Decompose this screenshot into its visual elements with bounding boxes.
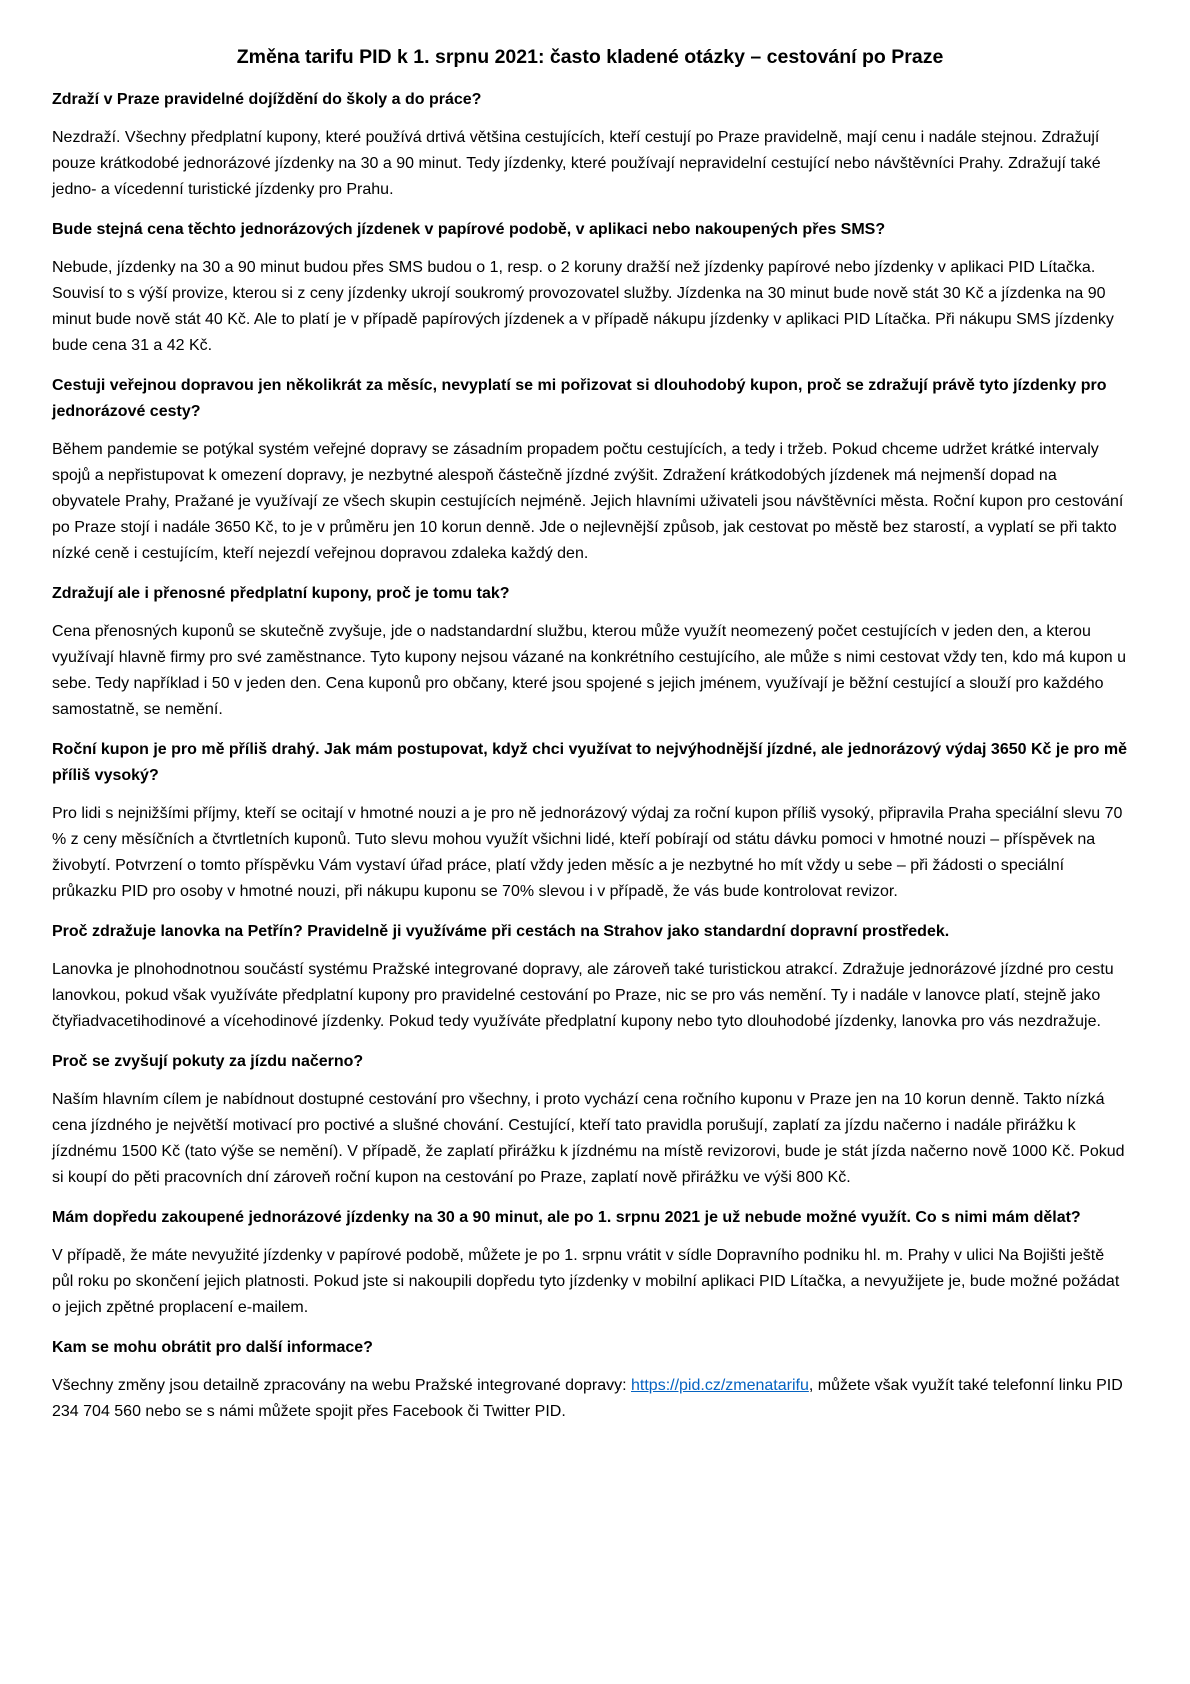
contact-text-after: , můžete však využít také telefonní linku PID 234 704 560 nebo se s námi můžete spojit přes Facebook či Twitter PID. [52,1377,1123,1421]
faq-item [52,581,1128,723]
faq-answer: V případě, že máte nevyužité jízdenky v papírové podobě, můžete je po 1. srpnu vrátit v sídle Dopravního podniku hl. m. Prahy v ulici Na Bojišti ještě půl roku po skončení jejich platnosti. Pokud jste si nakoupili dopředu tyto jízdenky v mobilní aplikaci PID Lítačka, a nevyužijete je, bude možné požádat o jejich zpětné proplacení e-mailem. [52,1247,1120,1317]
faq-answer [52,1373,1128,1425]
faq-question: Proč zdražuje lanovka na Petřín? Pravidelně ji využíváme při cestách na Strahov jako standardní dopravní prostředek. [52,923,950,941]
faq-question: Cestuji veřejnou dopravou jen několikrát za měsíc, nevyplatí se mi pořizovat si dlouhodobý kupon, proč se zdražují právě tyto jízdenky pro jednorázové cesty? [52,377,1107,421]
contact-text-before: Všechny změny jsou detailně zpracovány na webu Pražské integrované dopravy: [52,1377,631,1395]
faq-answer: Naším hlavním cílem je nabídnout dostupné cestování pro všechny, i proto vychází cena ročního kuponu v Praze jen na 10 korun denně. Takto nízká cena jízdného je největší motivací pro poctivé a slušné chování. Cestující, kteří tato pravidla porušují, zaplatí za jízdu načerno i nadále přirážku k jízdnému 1500 Kč (tato výše se nemění). V případě, že zaplatí přirážku k jízdnému na místě revizorovi, bude je stát jízda načerno nově 1000 Kč. Pokud si koupí do pěti pracovních dní zároveň roční kupon na cestování po Praze, zaplatí nově přirážku ve výši 800 Kč. [52,1091,1125,1187]
faq-question: Kam se mohu obrátit pro další informace? [52,1339,373,1357]
faq-question: Roční kupon je pro mě příliš drahý. Jak mám postupovat, když chci využívat to nejvýhodnější jízdné, ale jednorázový výdaj 3650 Kč je pro mě příliš vysoký? [52,741,1127,785]
faq-answer: Nezdraží. Všechny předplatní kupony, které používá drtivá většina cestujících, kteří cestují po Praze pravidelně, mají cenu i nadále stejnou. Zdražují pouze krátkodobé jednorázové jízdenky na 30 a 90 minut. Tedy jízdenky, které používají nepravidelní cestující nebo návštěvníci Prahy. Zdražují také jedno- a vícedenní turistické jízdenky pro Prahu. [52,129,1101,199]
faq-question: Mám dopředu zakoupené jednorázové jízdenky na 30 a 90 minut, ale po 1. srpnu 2021 je už nebude možné využít. Co s nimi mám dělat? [52,1209,1081,1227]
faq-answer: Nebude, jízdenky na 30 a 90 minut budou přes SMS budou o 1, resp. o 2 koruny dražší než jízdenky papírové nebo jízdenky v aplikaci PID Lítačka. Souvisí to s výší provize, kterou si z ceny jízdenky ukrojí soukromý provozovatel služby. Jízdenka na 30 minut bude nově stát 30 Kč a jízdenka na 90 minut bude nově stát 40 Kč. Ale to platí je v případě papírových jízdenek a v případě nákupu jízdenky v aplikaci PID Lítačka. Při nákupu SMS jízdenky bude cena 31 a 42 Kč. [52,259,1114,355]
faq-answer: Během pandemie se potýkal systém veřejné dopravy se zásadním propadem počtu cestujících, a tedy i tržeb. Pokud chceme udržet krátké intervaly spojů a nepřistupovat k omezení dopravy, je nezbytné alespoň částečně jízdné zvýšit. Zdražení krátkodobých jízdenek má nejmenší dopad na obyvatele Prahy, Pražané je využívají ze všech skupin cestujících nejméně. Jejich hlavními uživateli jsou návštěvníci města. Roční kupon pro cestování po Praze stojí i nadále 3650 Kč, to je v průměru jen 10 korun denně. Jde o nejlevnější způsob, jak cestovat po městě bez starostí, a vyplatí se při takto nízké ceně i cestujícím, kteří nejezdí veřejnou dopravou zdaleka každý den. [52,441,1124,563]
faq-answer: Pro lidi s nejnižšími příjmy, kteří se ocitají v hmotné nouzi a je pro ně jednorázový výdaj za roční kupon příliš vysoký, připravila Praha speciální slevu 70 % z ceny měsíčních a čtvrtletních kuponů. Tuto slevu mohou využít všichni lidé, kteří pobírají od státu dávku pomoci v hmotné nouzi – příspěvek na živobytí. Potvrzení o tomto příspěvku Vám vystaví úřad práce, platí vždy jeden měsíc a je nezbytné ho mít vždy u sebe – při žádosti o speciální průkazku PID pro osoby v hmotné nouzi, při nákupu kuponu se 70% slevou i v případě, že vás bude kontrolovat revizor. [52,805,1123,901]
faq-item [52,1205,1128,1321]
faq-item [52,87,1128,203]
faq-item [52,919,1128,1035]
faq-question: Proč se zvyšují pokuty za jízdu načerno? [52,1053,364,1071]
faq-question: Zdraží v Praze pravidelné dojíždění do školy a do práce? [52,91,482,109]
faq-answer: Lanovka je plnohodnotnou součástí systému Pražské integrované dopravy, ale zároveň také turistickou atrakcí. Zdražuje jednorázové jízdné pro cestu lanovkou, pokud však využíváte předplatní kupony pro pravidelné cestování po Praze, nic se pro vás nemění. Ty i nadále v lanovce platí, stejně jako čtyřiadvacetihodinové a vícehodinové jízdenky. Pokud tedy využíváte předplatní kupony nebo tyto dlouhodobé jízdenky, lanovka pro vás nezdražuje. [52,961,1114,1031]
faq-list [52,87,1128,1425]
faq-question: Bude stejná cena těchto jednorázových jízdenek v papírové podobě, v aplikaci nebo nakoupených přes SMS? [52,221,886,239]
faq-item [52,217,1128,359]
faq-item [52,737,1128,905]
faq-item [52,373,1128,567]
page-title: Změna tarifu PID k 1. srpnu 2021: často kladené otázky – cestování po Praze [236,46,944,68]
pid-tariff-link[interactable]: https://pid.cz/zmenatarifu [631,1377,809,1395]
faq-question: Zdražují ale i přenosné předplatní kupony, proč je tomu tak? [52,585,510,603]
faq-answer: Cena přenosných kuponů se skutečně zvyšuje, jde o nadstandardní službu, kterou může využít neomezený počet cestujících v jeden den, a kterou využívají hlavně firmy pro své zaměstnance. Tyto kupony nejsou vázané na konkrétního cestujícího, ale může s nimi cestovat vždy ten, kdo má kupon u sebe. Tedy například i 50 v jeden den. Cena kuponů pro občany, které jsou spojené s jejich jménem, využívají je běžní cestující a slouží pro každého samostatně, se nemění. [52,623,1127,719]
faq-item-contact [52,1335,1128,1425]
faq-item [52,1049,1128,1191]
